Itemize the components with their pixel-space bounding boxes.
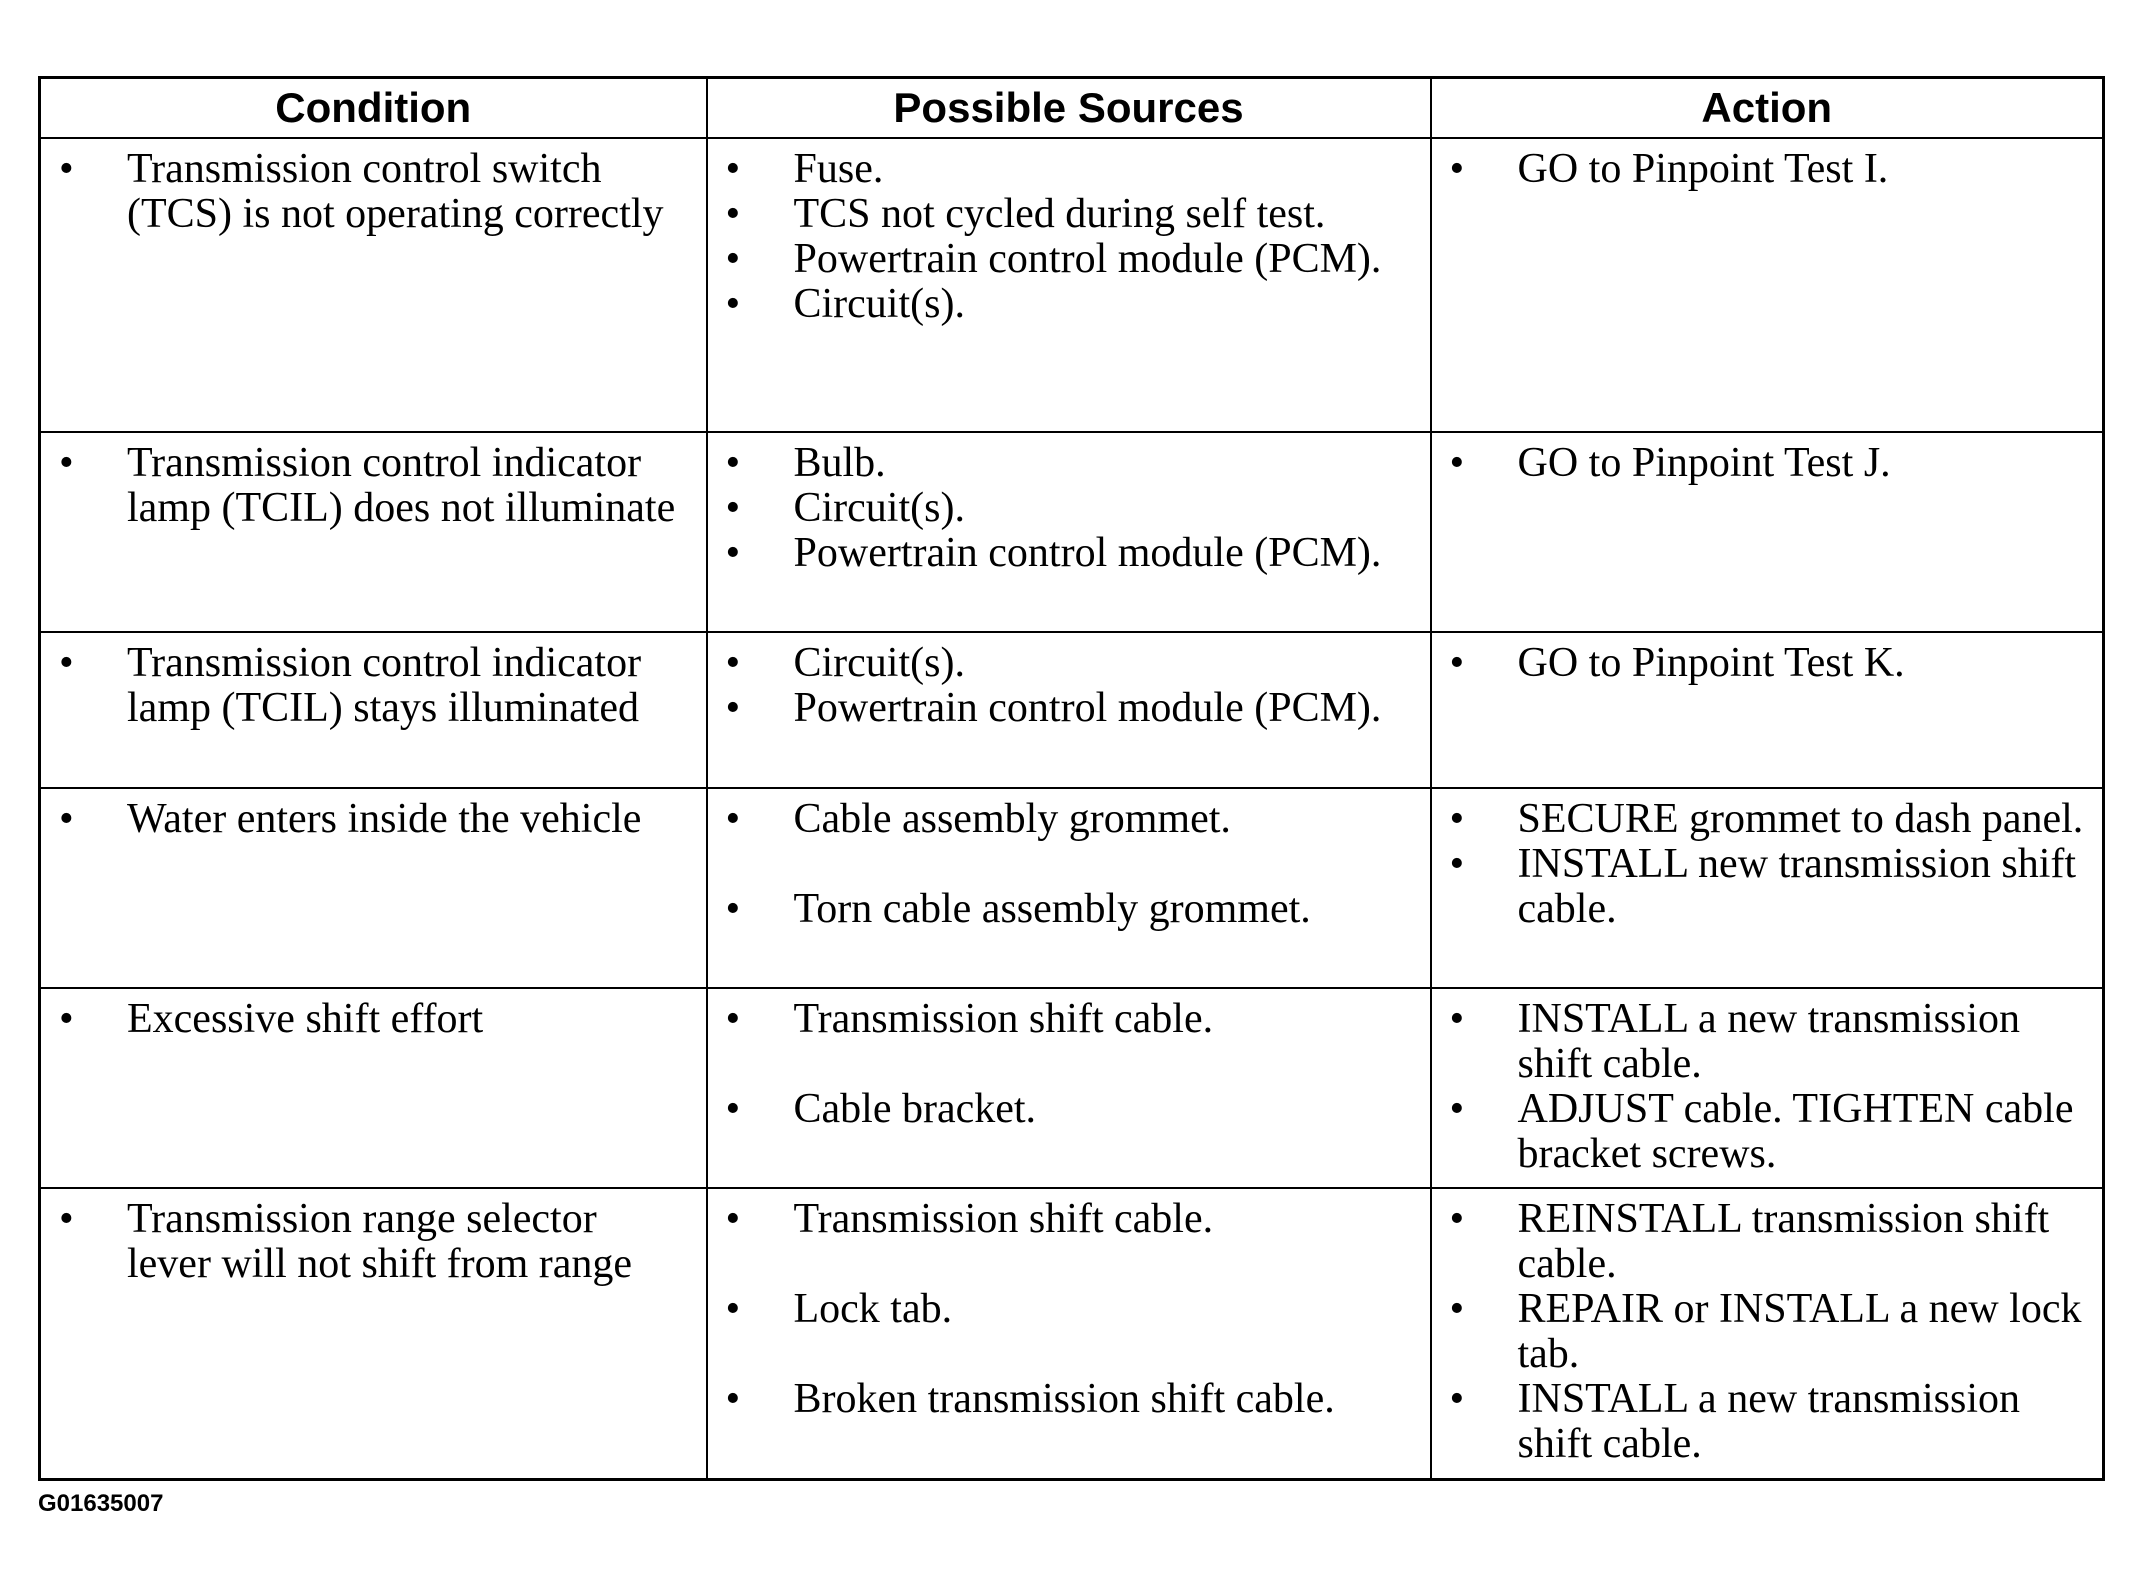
action-cell (1431, 988, 2104, 1188)
action-cell (1431, 632, 2104, 788)
source-item: • Circuit(s). (726, 641, 1412, 686)
source-item: • Circuit(s). (726, 486, 1412, 531)
sources-cell (707, 138, 1431, 432)
action-item: • ADJUST cable. TIGHTEN cable bracket screws. (1450, 1087, 2085, 1177)
table-row (40, 432, 2104, 632)
condition-cell (40, 988, 707, 1188)
source-item: • Transmission shift cable. (726, 1197, 1412, 1242)
condition-cell (40, 1188, 707, 1480)
action-cell (1431, 1188, 2104, 1480)
header-row (40, 78, 2104, 139)
condition-text: • Excessive shift effort (59, 997, 688, 1042)
condition-cell (40, 432, 707, 632)
header-condition: Condition (40, 78, 707, 139)
condition-cell (40, 788, 707, 988)
action-item: • REPAIR or INSTALL a new lock tab. (1450, 1287, 2085, 1377)
action-item: • INSTALL new transmission shift cable. (1450, 842, 2085, 932)
source-item: • Transmission shift cable. (726, 997, 1412, 1042)
table-row (40, 138, 2104, 432)
sources-cell (707, 432, 1431, 632)
header-action: Action (1431, 78, 2104, 139)
action-cell (1431, 432, 2104, 632)
action-item: • GO to Pinpoint Test K. (1450, 641, 2085, 686)
sources-cell (707, 788, 1431, 988)
source-item: • Fuse. (726, 147, 1412, 192)
action-cell (1431, 138, 2104, 432)
sources-cell (707, 1188, 1431, 1480)
condition-text: • Water enters inside the vehicle (59, 797, 688, 842)
action-item: • INSTALL a new transmission shift cable. (1450, 997, 2085, 1087)
source-item: • Lock tab. (726, 1287, 1412, 1332)
source-item: • Powertrain control module (PCM). (726, 686, 1412, 731)
source-item: • Torn cable assembly grommet. (726, 887, 1412, 932)
condition-cell (40, 632, 707, 788)
table-row (40, 988, 2104, 1188)
condition-text: • Transmission range selector lever will not shift from range (59, 1197, 688, 1287)
action-item: • REINSTALL transmission shift cable. (1450, 1197, 2085, 1287)
condition-cell (40, 138, 707, 432)
action-item: • GO to Pinpoint Test I. (1450, 147, 2085, 192)
source-item: • Powertrain control module (PCM). (726, 237, 1412, 282)
action-cell (1431, 788, 2104, 988)
figure-id: G01635007 (38, 1490, 164, 1517)
condition-text: • Transmission control indicator lamp (TCIL) stays illuminated (59, 641, 688, 731)
source-item: • Cable bracket. (726, 1087, 1412, 1132)
diagnosis-table (38, 76, 2105, 1481)
action-item: • SECURE grommet to dash panel. (1450, 797, 2085, 842)
sources-cell (707, 988, 1431, 1188)
source-item: • Cable assembly grommet. (726, 797, 1412, 842)
header-possible-sources: Possible Sources (707, 78, 1431, 139)
source-item: • Circuit(s). (726, 282, 1412, 327)
source-item: • Bulb. (726, 441, 1412, 486)
table-row (40, 632, 2104, 788)
source-item: • Broken transmission shift cable. (726, 1377, 1412, 1422)
action-item: • GO to Pinpoint Test J. (1450, 441, 2085, 486)
action-item: • INSTALL a new transmission shift cable. (1450, 1377, 2085, 1467)
source-item: • TCS not cycled during self test. (726, 192, 1412, 237)
condition-text: • Transmission control switch (TCS) is not operating correctly (59, 147, 688, 237)
source-item: • Powertrain control module (PCM). (726, 531, 1412, 576)
table-row (40, 1188, 2104, 1480)
table-row (40, 788, 2104, 988)
condition-text: • Transmission control indicator lamp (TCIL) does not illuminate (59, 441, 688, 531)
sources-cell (707, 632, 1431, 788)
